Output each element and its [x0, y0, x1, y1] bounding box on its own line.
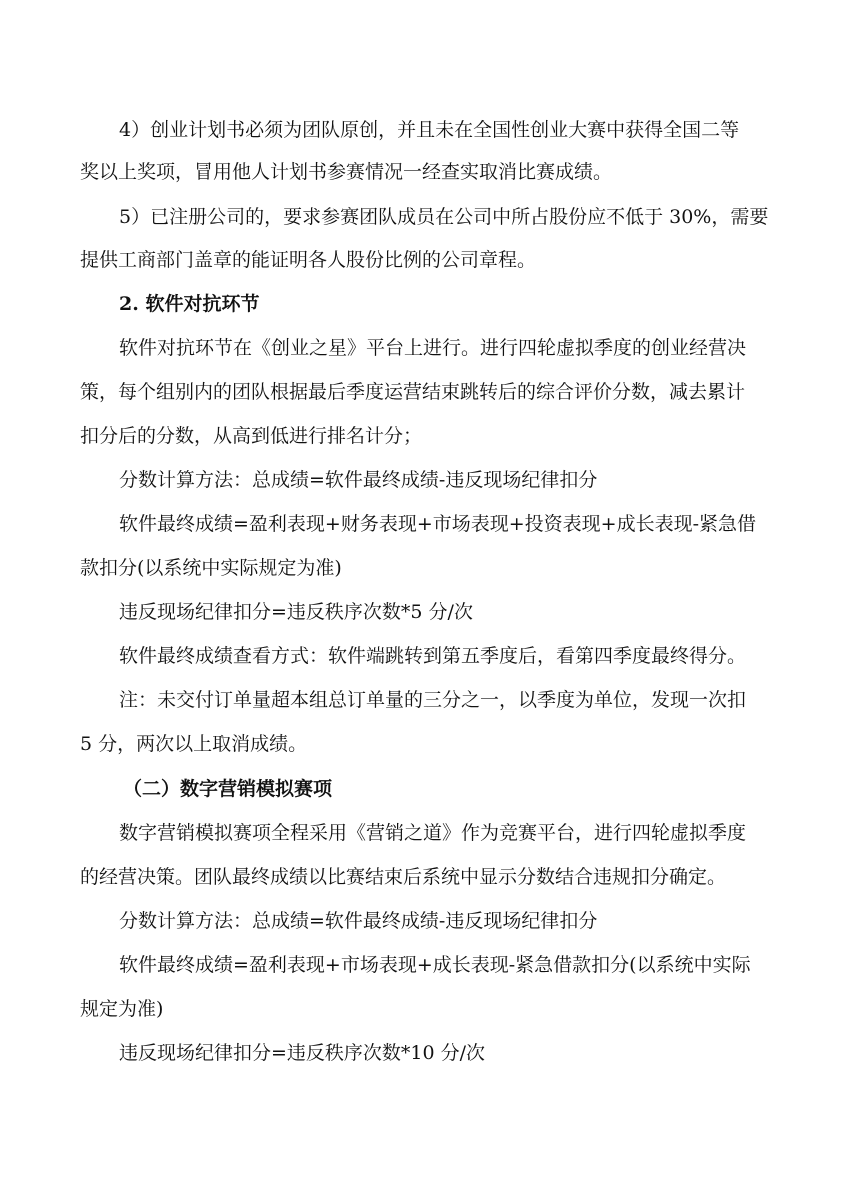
- note-line-2: 5 分，两次以上取消成绩。: [80, 733, 308, 755]
- software-intro-line-3: 扣分后的分数，从高到低进行排名计分；: [80, 425, 423, 447]
- final-score-formula-line-2: 款扣分(以系统中实际规定为准): [80, 557, 342, 579]
- marketing-final-score-line-1: 软件最终成绩=盈利表现+市场表现+成长表现-紧急借款扣分(以系统中实际: [119, 954, 751, 976]
- rule-4-line-2: 奖以上奖项，冒用他人计划书参赛情况一经查实取消比赛成绩。: [80, 161, 613, 183]
- rule-5-line-1: 5）已注册公司的，要求参赛团队成员在公司中所占股份应不低于 30%，需要: [119, 206, 769, 228]
- software-intro-line-1: 软件对抗环节在《创业之星》平台上进行。进行四轮虚拟季度的创业经营决: [119, 337, 747, 359]
- score-view-method: 软件最终成绩查看方式：软件端跳转到第五季度后，看第四季度最终得分。: [119, 645, 747, 667]
- discipline-deduction-software: 违反现场纪律扣分=违反秩序次数*5 分/次: [119, 601, 473, 623]
- final-score-formula-line-1: 软件最终成绩=盈利表现+财务表现+市场表现+投资表现+成长表现-紧急借: [119, 513, 757, 535]
- digital-marketing-intro-line-1: 数字营销模拟赛项全程采用《营销之道》作为竞赛平台，进行四轮虚拟季度: [119, 822, 747, 844]
- note-line-1: 注：未交付订单量超本组总订单量的三分之一，以季度为单位，发现一次扣: [119, 689, 747, 711]
- software-intro-line-2: 策，每个组别内的团队根据最后季度运营结束跳转后的综合评价分数，减去累计: [80, 381, 746, 403]
- rule-5-line-2: 提供工商部门盖章的能证明各人股份比例的公司章程。: [80, 249, 537, 271]
- marketing-final-score-line-2: 规定为准): [80, 998, 164, 1020]
- section-heading-software: 2. 软件对抗环节: [119, 293, 260, 315]
- discipline-deduction-marketing: 违反现场纪律扣分=违反秩序次数*10 分/次: [119, 1042, 486, 1064]
- rule-4-line-1: 4）创业计划书必须为团队原创，并且未在全国性创业大赛中获得全国二等: [119, 119, 740, 141]
- section-heading-digital-marketing: （二）数字营销模拟赛项: [123, 778, 333, 800]
- digital-marketing-intro-line-2: 的经营决策。团队最终成绩以比赛结束后系统中显示分数结合违规扣分确定。: [80, 866, 727, 888]
- score-method-marketing: 分数计算方法：总成绩=软件最终成绩-违反现场纪律扣分: [119, 910, 598, 932]
- score-method-software: 分数计算方法：总成绩=软件最终成绩-违反现场纪律扣分: [119, 469, 598, 491]
